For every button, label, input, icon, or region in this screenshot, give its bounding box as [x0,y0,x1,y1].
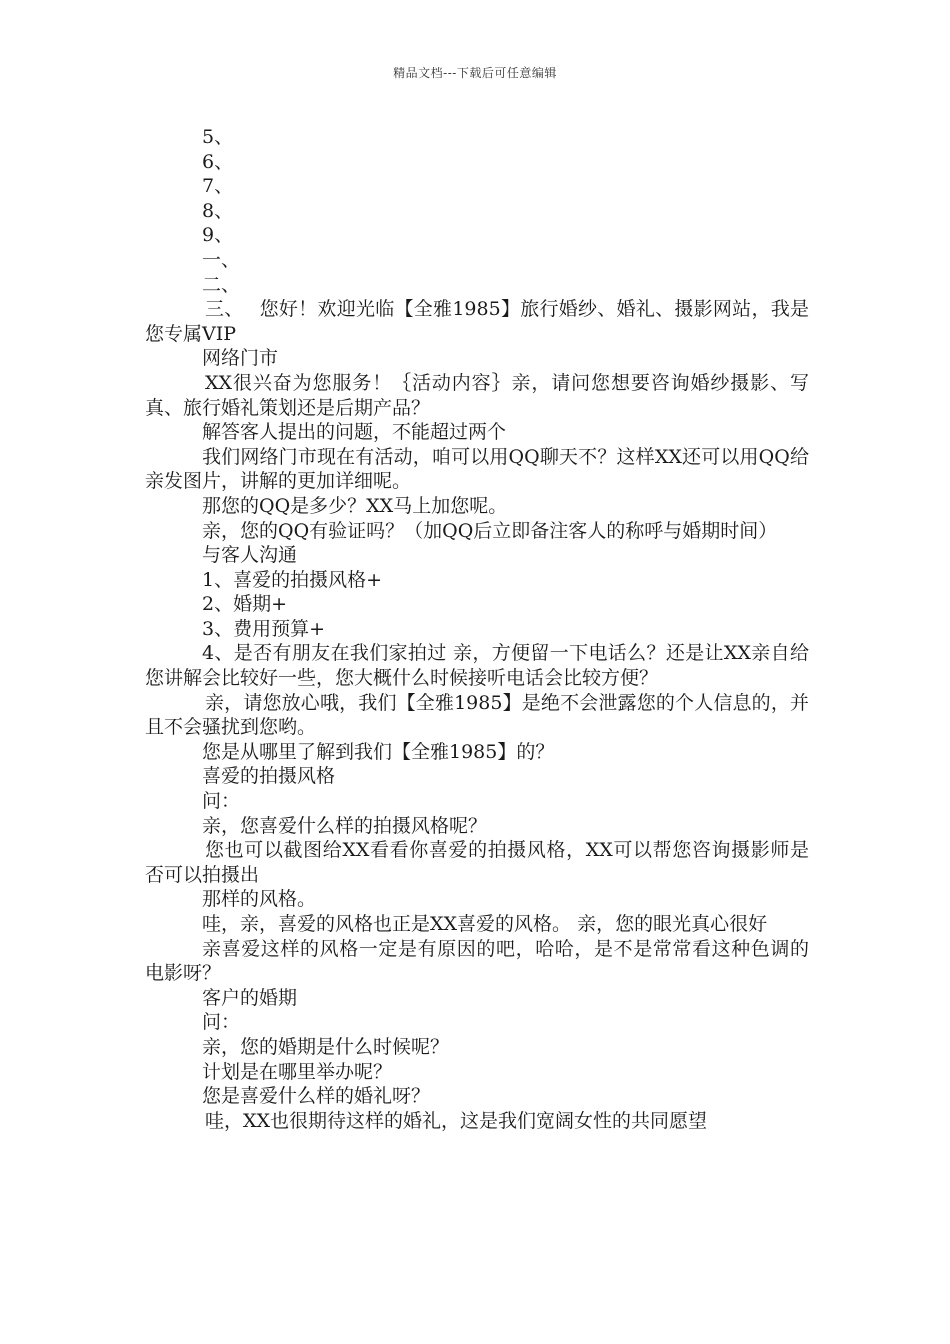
list-item: 3、费用预算+ [202,617,326,640]
paragraph: 那样的风格。 [202,888,317,911]
list-item: 9、 [202,224,234,247]
section-heading: 客户的婚期 [202,986,298,1009]
paragraph: 问： [202,790,241,813]
list-item: 5、 [202,126,234,148]
paragraph: 哇，XX也很期待这样的婚礼，这是我们宽阔女性的共同愿望 [205,1109,708,1132]
paragraph: 您是从哪里了解到我们【全雅1985】的？ [202,740,555,763]
paragraph: 亲，您的婚期是什么时候呢？ [202,1035,450,1058]
list-item: 2、婚期+ [202,593,288,616]
section-heading: 喜爱的拍摄风格 [202,765,336,788]
paragraph: 解答客人提出的问题，不能超过两个 [202,421,507,444]
paragraph: 您是喜爱什么样的婚礼呀？ [202,1085,431,1108]
list-item: 4、是否有朋友在我们家拍过 亲，方便留一下电话么？还是让XX亲自给您讲解会比较好一些，您大概什么时候接听电话会比较方便？ [145,642,809,690]
paragraph: 计划是在哪里举办呢？ [202,1060,393,1083]
section-heading: 与客人沟通 [202,544,298,567]
paragraph: 您也可以截图给XX看看你喜爱的拍摄风格，XX可以帮您咨询摄影师是否可以拍摄出 [145,839,809,886]
list-item: 二、 [202,273,241,296]
paragraph: XX很兴奋为您服务！｛活动内容｝亲，请问您想要咨询婚纱摄影、写真、旅行婚礼策划还是后期产品？ [145,371,809,419]
page-header: 精品文档---下载后可任意编辑 [393,66,557,80]
paragraph: 三、 您好！欢迎光临【全雅1985】旅行婚纱、婚礼、摄影网站，我是您专属VIP [145,298,809,345]
paragraph: 亲，您喜爱什么样的拍摄风格呢？ [202,814,488,837]
list-item: 6、 [202,150,234,173]
list-item: 8、 [202,199,234,222]
paragraph: 问： [202,1011,241,1034]
paragraph: 哇，亲，喜爱的风格也正是XX喜爱的风格。 亲，您的眼光真心很好 [202,913,768,935]
paragraph: 亲喜爱这样的风格一定是有原因的吧，哈哈，是不是常常看这种色调的电影呀？ [145,937,809,985]
paragraph: 亲，您的QQ有验证吗？（加QQ后立即备注客人的称呼与婚期时间） [202,519,778,542]
document-body [145,125,809,1133]
paragraph: 网络门市 [202,347,279,370]
paragraph: 那您的QQ是多少？XX马上加您呢。 [202,494,508,517]
list-item: 7、 [202,175,234,198]
list-item: 1、喜爱的拍摄风格+ [202,568,383,591]
paragraph: 我们网络门市现在有活动，咱可以用QQ聊天不？这样XX还可以用QQ给亲发图片，讲解的更加详细呢。 [145,445,809,493]
paragraph: 亲，请您放心哦，我们【全雅1985】是绝不会泄露您的个人信息的，并且不会骚扰到您哟。 [145,691,809,739]
list-item: 一、 [202,248,241,271]
